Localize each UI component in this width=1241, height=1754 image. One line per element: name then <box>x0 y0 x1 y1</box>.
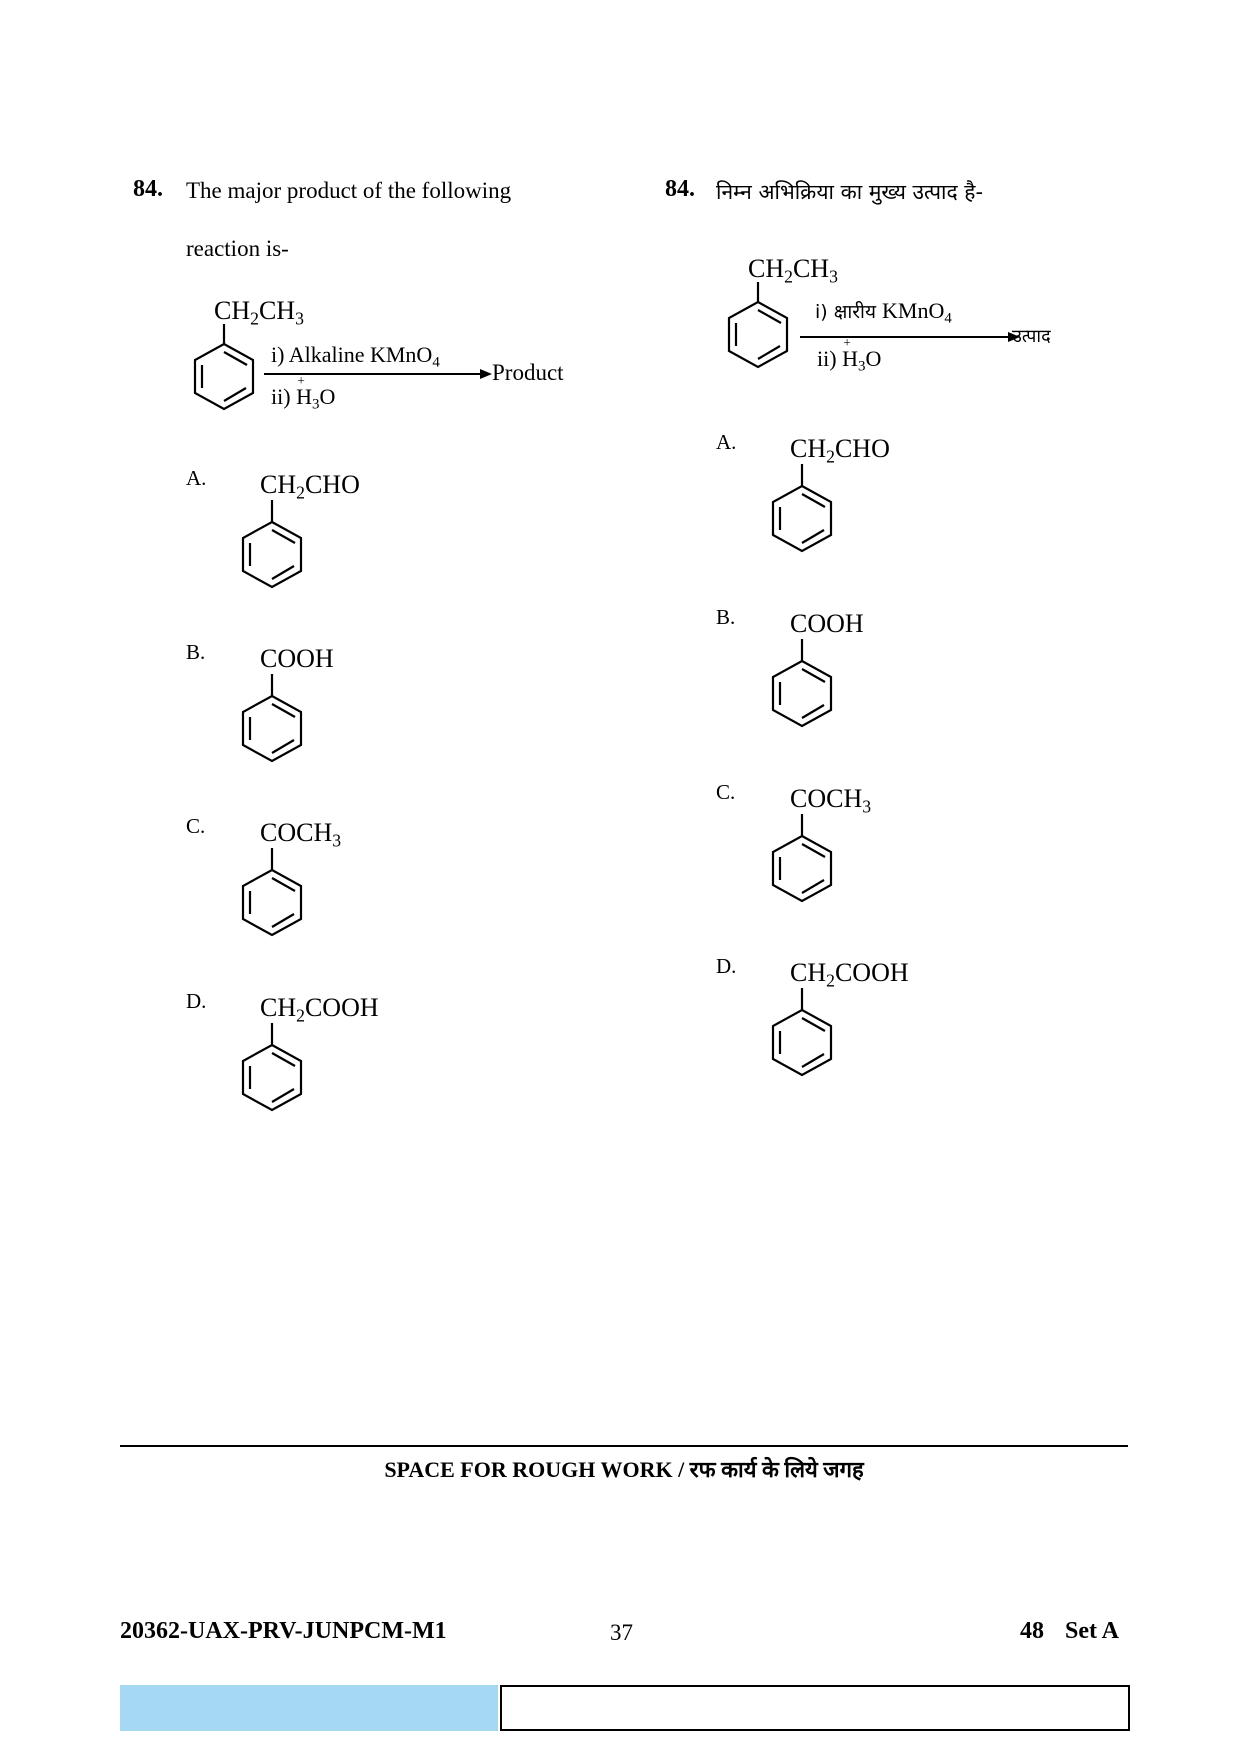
footer-color-bar <box>120 1685 498 1731</box>
set-label: Set A <box>1065 1618 1119 1644</box>
question-text-en-line2: reaction is- <box>186 236 289 261</box>
reagent-1: i) Alkaline KMnO$_4$ <box>271 342 440 371</box>
reagent-2-hi: ii) $H_3$ + O <box>817 334 882 375</box>
reagent-1-hi: i) क्षारीय KMnO$_4$ <box>815 298 952 327</box>
benzene-ring-option-a-hi <box>762 426 842 526</box>
page-number: 37 <box>610 1620 633 1645</box>
benzene-ring-option-a <box>232 462 312 562</box>
reagent-2: ii) $H_3$ + O <box>271 372 336 413</box>
paper-code: 20362-UAX-PRV-JUNPCM-M1 <box>120 1618 447 1644</box>
rough-work-label: SPACE FOR ROUGH WORK / रफ कार्य के लिये जगह <box>384 1457 864 1482</box>
question-number-en: 84. <box>133 176 163 202</box>
benzene-ring-reactant-hi <box>718 254 798 344</box>
reaction-scheme-en <box>184 296 604 426</box>
benzene-ring-option-c <box>232 810 312 910</box>
page-total: 48 <box>1020 1618 1044 1644</box>
product-label-hi: उत्पाद <box>1012 326 1051 347</box>
footer-box <box>500 1685 1130 1731</box>
benzene-ring-option-b-hi <box>762 601 842 701</box>
question-number-hi: 84. <box>665 176 695 202</box>
product-label: Product <box>492 360 564 385</box>
benzene-ring-option-d-hi <box>762 950 842 1050</box>
rough-work-divider <box>120 1445 1128 1447</box>
reactant-substituent-hi: $CH_2CH_3$ <box>748 254 838 287</box>
reaction-arrow-hi <box>800 332 1030 342</box>
benzene-ring-option-b <box>232 636 312 736</box>
benzene-ring-reactant <box>184 296 264 386</box>
reactant-substituent: $CH_2CH_3$ <box>214 296 304 329</box>
reaction-scheme-hi <box>720 254 1120 384</box>
question-text-hi: निम्न अभिक्रिया का मुख्य उत्पाद है- <box>716 180 984 204</box>
benzene-ring-option-c-hi <box>762 776 842 876</box>
benzene-ring-option-d <box>232 985 312 1085</box>
question-text-en-line1: The major product of the following <box>186 178 512 203</box>
